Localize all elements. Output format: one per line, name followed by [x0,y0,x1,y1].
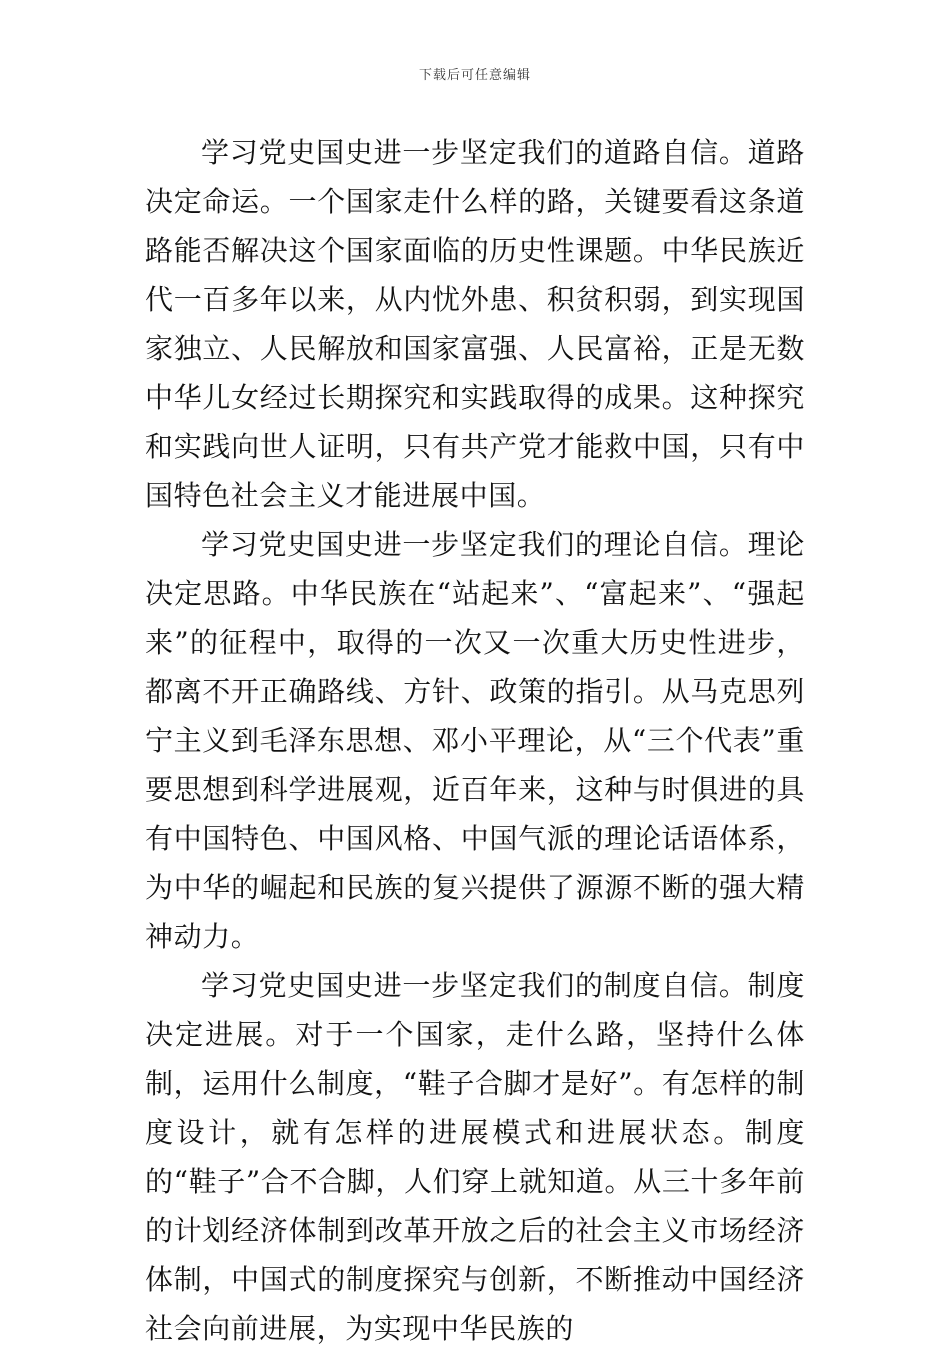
paragraph-theory-confidence: 学习党史国史进一步坚定我们的理论自信。理论决定思路。中华民族在“站起来”、“富起来”、“强起来”的征程中，取得的一次又一次重大历史性进步，都离不开正确路线、方针、政策的指引。从马克思列宁主义到毛泽东思想、邓小平理论，从“三个代表”重要思想到科学进展观，近百年来，这种与时俱进的具有中国特色、中国风格、中国气派的理论话语体系，为中华的崛起和民族的复兴提供了源源不断的强大精神动力。 [145,528,805,953]
paragraph-system-confidence: 学习党史国史进一步坚定我们的制度自信。制度决定进展。对于一个国家，走什么路，坚持什么体制，运用什么制度，“鞋子合脚才是好”。有怎样的制度设计，就有怎样的进展模式和进展状态。制度的“鞋子”合不合脚，人们穿上就知道。从三十多年前的计划经济体制到改革开放之后的社会主义市场经济体制，中国式的制度探究与创新，不断推动中国经济社会向前进展，为实现中华民族的 [145,969,805,1345]
paragraph-road-confidence: 学习党史国史进一步坚定我们的道路自信。道路决定命运。一个国家走什么样的路，关键要看这条道路能否解决这个国家面临的历史性课题。中华民族近代一百多年以来，从内忧外患、积贫积弱，到实现国家独立、人民解放和国家富强、人民富裕，正是无数中华儿女经过长期探究和实践取得的成果。这种探究和实践向世人证明，只有共产党才能救中国，只有中国特色社会主义才能进展中国。 [145,136,805,512]
header-note: 下载后可任意编辑 [418,68,531,83]
document-body [145,128,805,1353]
